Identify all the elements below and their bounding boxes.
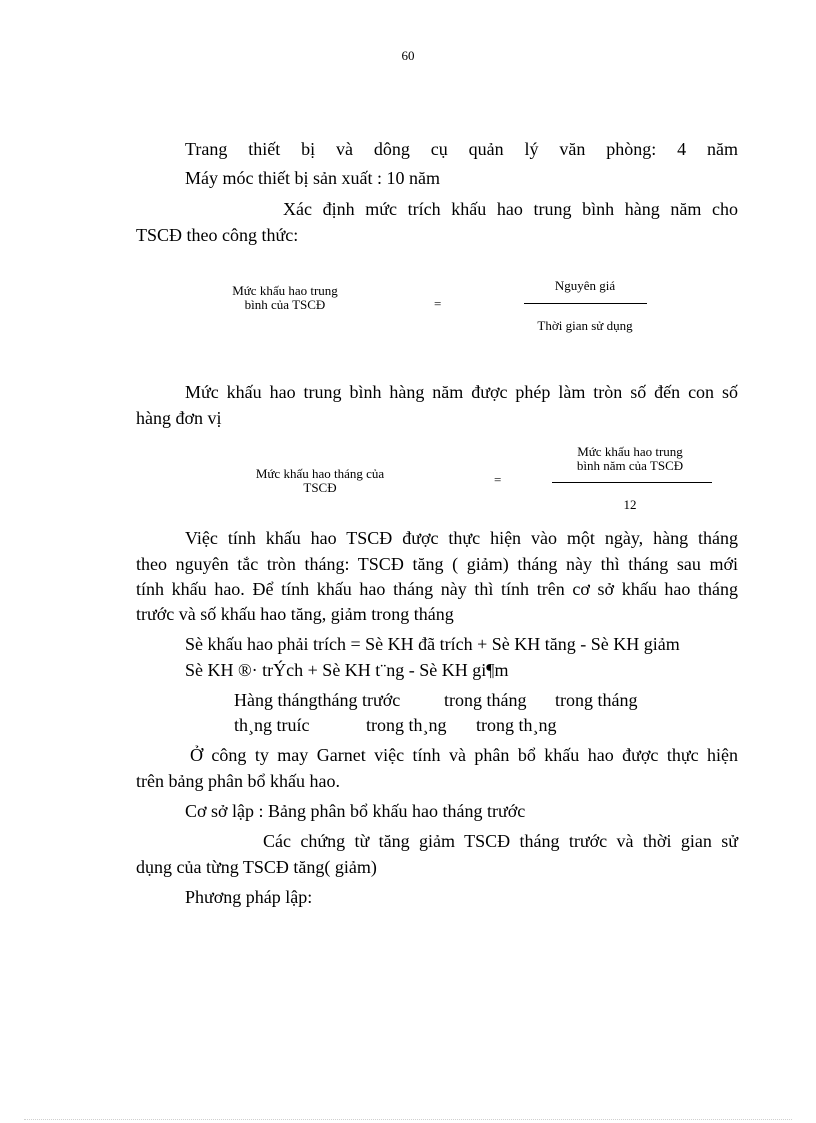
equals-sign: =	[434, 296, 442, 311]
formula-denominator: Thời gian sử dụng	[537, 318, 633, 333]
paragraph-line: Việc tính khấu hao TSCĐ được thực hiện vào một ngày, hàng tháng	[185, 528, 738, 548]
formula-row-label: trong th¸ng	[366, 715, 447, 735]
paragraph-line: hàng đơn vị	[136, 408, 222, 428]
paragraph-line: Các chứng từ tăng giảm TSCĐ tháng trước và thời gian sử	[263, 831, 738, 851]
formula-numerator-line: Mức khấu hao trung	[577, 444, 683, 459]
formula-row: Sè KH ®· trÝch + Sè KH t¨ng - Sè KH gi¶m	[185, 660, 509, 680]
paragraph-line: theo nguyên tắc tròn tháng: TSCĐ tăng ( giảm) tháng này thì tháng sau mới	[136, 554, 738, 574]
paragraph-line: Trang thiết bị và dông cụ quản lý văn phòng: 4 năm	[185, 139, 738, 159]
paragraph-line: Phương pháp lập:	[185, 887, 313, 907]
formula-row-label: trong tháng	[555, 690, 638, 710]
formula-numerator-line: bình năm của TSCĐ	[576, 458, 684, 473]
paragraph-line: Xác định mức trích khấu hao trung bình hàng năm cho	[283, 199, 738, 219]
paragraph-line: Cơ sở lập : Bảng phân bổ khấu hao tháng trước	[185, 801, 526, 821]
paragraph-line: dụng của từng TSCĐ tăng( giảm)	[136, 857, 377, 877]
formula-row-label: th¸ng truíc	[234, 715, 310, 735]
paragraph-line: Ở công ty may Garnet việc tính và phân bổ khấu hao được thực hiện	[190, 745, 738, 765]
equals-sign: =	[494, 472, 502, 487]
paragraph-line: Máy móc thiết bị sản xuất : 10 năm	[185, 168, 440, 188]
paragraph-line: Mức khấu hao trung bình hàng năm được phép làm tròn số đến con số	[185, 382, 738, 402]
formula-lhs-line: TSCĐ	[303, 480, 337, 495]
paragraph-line: tính khấu hao. Để tính khấu hao tháng này thì tính trên cơ sở khấu hao tháng	[136, 579, 738, 599]
fraction-bar	[524, 303, 647, 304]
formula-lhs-line: bình của TSCĐ	[244, 297, 326, 312]
paragraph-line: trước và số khấu hao tăng, giảm trong tháng	[136, 604, 454, 624]
page-bottom-divider	[24, 1119, 792, 1120]
formula-row-label: Hàng thángtháng trước	[234, 690, 401, 710]
formula-row-label: trong tháng	[444, 690, 527, 710]
paragraph-line: trên bảng phân bổ khấu hao.	[136, 771, 340, 791]
formula-row-label: trong th¸ng	[476, 715, 557, 735]
formula-numerator: Nguyên giá	[554, 278, 616, 293]
fraction-bar	[552, 482, 712, 483]
paragraph-line: TSCĐ theo công thức:	[136, 225, 299, 245]
formula-lhs-line: Mức khấu hao trung	[232, 283, 338, 298]
page-number: 60	[401, 48, 415, 63]
formula-row: Sè khấu hao phải trích = Sè KH đã trích + Sè KH tăng - Sè KH giảm	[185, 634, 680, 654]
formula-lhs-line: Mức khấu hao tháng của	[255, 466, 385, 481]
formula-denominator: 12	[623, 497, 637, 512]
